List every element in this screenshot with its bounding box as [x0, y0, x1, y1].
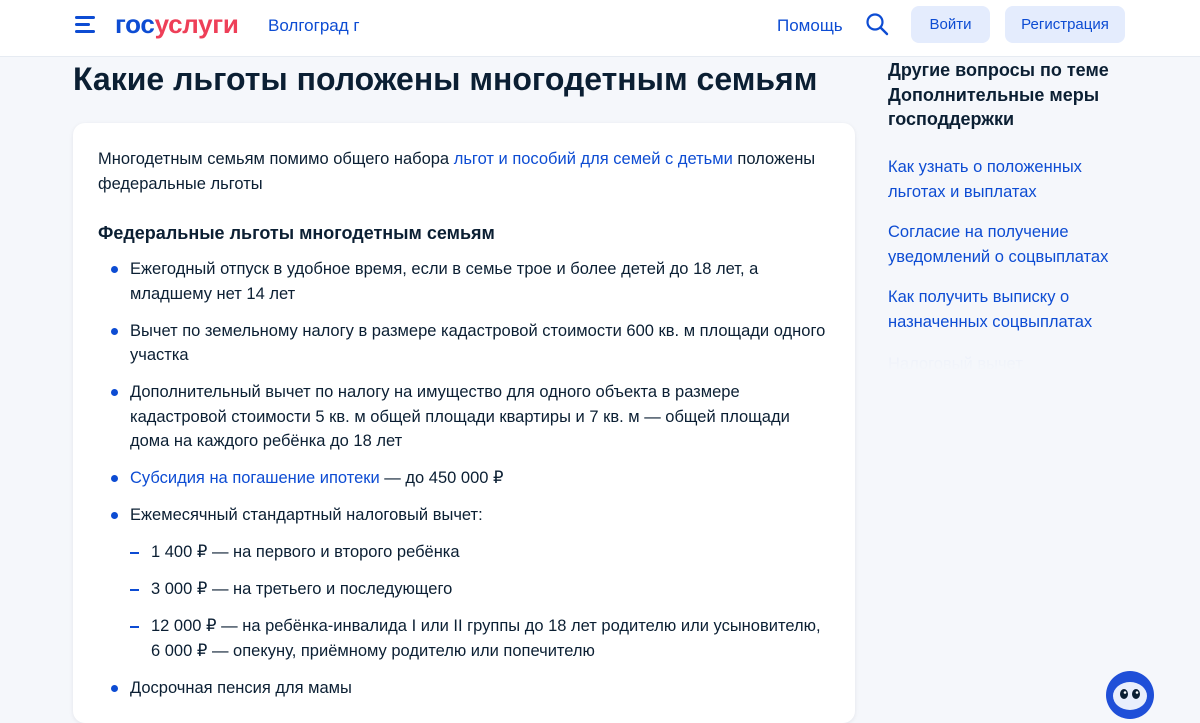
list-item: Досрочная пенсия для мамы [98, 676, 833, 701]
tax-deduction-label: Ежемесячный стандартный налоговый вычет: [130, 506, 483, 524]
benefits-for-families-link[interactable]: льгот и пособий для семей с детьми [453, 150, 733, 168]
list-item [98, 503, 833, 663]
list-item: Вычет по земельному налогу в размере кадастровой стоимости 600 кв. м площади одного участка [98, 319, 833, 368]
list-item: Ежегодный отпуск в удобное время, если в семье трое и более детей до 18 лет, а младшему нет 14 лет [98, 257, 833, 306]
sidebar-link[interactable]: Как узнать о положенных льготах и выплатах [888, 158, 1082, 201]
sublist-item: 3 000 ₽ — на третьего и последующего [130, 577, 833, 602]
subsidy-amount: — до 450 000 ₽ [379, 469, 504, 487]
section-heading: Федеральные льготы многодетным семьям [98, 223, 495, 243]
intro-paragraph [98, 147, 828, 196]
sublist-item: 12 000 ₽ — на ребёнка-инвалида I или II группы до 18 лет родителю или усыновителю, 6 000 ₽ — опекуну, приёмному родителю или попечителю [130, 614, 833, 663]
benefits-list [98, 257, 833, 713]
search-icon[interactable] [865, 12, 889, 36]
sidebar-links [888, 155, 1128, 350]
tax-deduction-sublist [130, 540, 833, 663]
content-card [73, 123, 855, 723]
intro-text: Многодетным семьям помимо общего набора [98, 150, 454, 168]
site-header [0, 0, 1200, 57]
gosuslugi-logo[interactable] [115, 8, 239, 40]
sidebar-link[interactable]: Как получить выписку о назначенных соцвыплатах [888, 288, 1093, 331]
help-link[interactable]: Помощь [777, 16, 843, 35]
list-item: Дополнительный вычет по налогу на имущество для одного объекта в размере кадастровой стоимости 5 кв. м общей площади квартиры и 7 кв. м — общей площади дома на каждого ребёнка до 18 лет [98, 380, 833, 454]
logo-text-gos: гос [115, 9, 155, 39]
mortgage-subsidy-link[interactable]: Субсидия на погашение ипотеки [130, 469, 380, 487]
logo-text-uslugi: услуги [154, 9, 239, 39]
menu-icon[interactable] [75, 15, 97, 35]
list-item [98, 466, 833, 491]
sidebar-link[interactable]: Согласие на получение уведомлений о соцвыплатах [888, 223, 1109, 266]
assistant-robot-icon[interactable] [1104, 667, 1156, 707]
sidebar-fade-overlay [880, 342, 1130, 372]
intro-text-end: положены федеральные льготы [98, 150, 816, 193]
sidebar-title: Другие вопросы по теме Дополнительные меры господдержки [888, 60, 1109, 129]
sublist-item: 1 400 ₽ — на первого и второго ребёнка [130, 540, 833, 565]
region-selector[interactable]: Волгоград г [268, 16, 360, 35]
page-title: Какие льготы положены многодетным семьям [73, 61, 818, 97]
login-button[interactable]: Войти [911, 6, 990, 43]
register-button[interactable]: Регистрация [1005, 6, 1125, 43]
